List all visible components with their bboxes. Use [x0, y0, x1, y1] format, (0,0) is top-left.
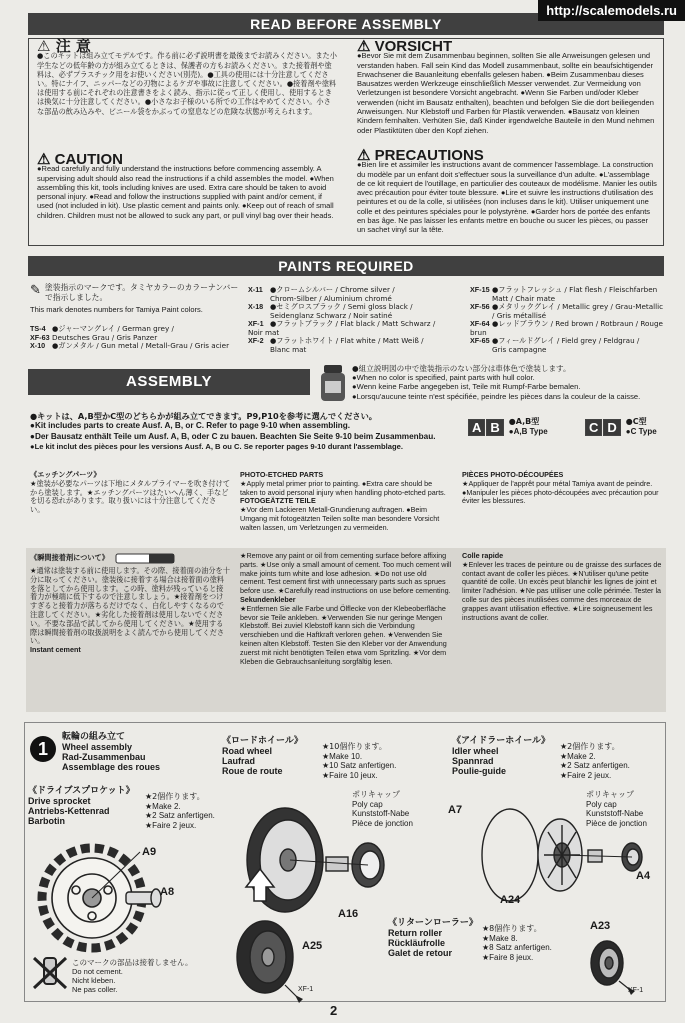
cement-jp-text: ★通常は塗装する前に使用します。その際、接着面の油分を十分に取ってください。塗装後に接着する場合は接着面の塗料を落としてから使用します。この時、塗料が残っていると接着力が極端に低下するので注意しましょう。★接着剤をつけすぎると接着力が落ちるだけでなく、白化しやすくなるので注意してください。★劣化した接着剤は使用しないでください。不要な部品で試してから使用してください。★使用する際は瞬間接着剤の取扱説明をよく読んでから使用してください。 [30, 566, 230, 646]
polycap-en: Poly cap [586, 799, 617, 809]
paint-name: Chrom-Silber / Aluminium chromé [270, 293, 392, 303]
drive-qty-de: ★2 Satz anfertigen. [145, 811, 215, 820]
pe-fr [462, 471, 667, 506]
idler-de: Spannrad [452, 756, 494, 766]
part-a9: A9 [142, 846, 157, 858]
idler-qty-jp: ★2個作ります。 [560, 742, 620, 751]
drive-qty-fr: ★Faire 2 jeux. [145, 820, 197, 830]
kit-type-en: ●Kit includes parts to create Ausf. A, B, or C. Refer to page 9-10 when assembling. [30, 421, 351, 431]
road-label [222, 736, 303, 776]
cement-de-text: ★Entfernen Sie alle Farbe und Ölflecke von der Klebeoberfläche bevor sie Teile ankleben. ★Verwenden Sie nur geringe Mengen Klebstoff. Bei zuviel Klebstoff kann sich die Verbindung verschieben und die Haftkraft verloren gehen. ★Verwenden Sie keinen alten Klebstoff. Testen Sie den Kleber vor der Anwendung zuerst mit nicht benötigten Teilen etwa vom Spritzling. ★Vor dem Kleben die Gebrauchsanleitung sorgfältig lesen. [240, 603, 447, 666]
part-a8: A8 [160, 886, 175, 898]
cement-fr [462, 552, 667, 622]
step1-title-jp: 転輪の組み立て [62, 732, 126, 742]
warning-en [37, 151, 337, 220]
road-de: Laufrad [222, 756, 256, 766]
cement-fr-heading: Colle rapide [462, 551, 504, 560]
no-cement-de: Nicht kleben. [72, 976, 116, 985]
polycap-fr: Pièce de jonction [586, 818, 647, 828]
warning-triangle-icon: ⚠ [37, 37, 51, 55]
cement-jp-heading: 《瞬間接着剤について》 [30, 552, 109, 562]
idler-qty-de: ★2 Satz anfertigen. [560, 761, 630, 770]
warning-de-text: ●Bevor Sie mit dem Zusammenbau beginnen, sollten Sie alle Anweisungen gelesen und verstanden haben. Fall sein Kind das Modell zusammenbaut, sollte ein beaufsichtigender Erwachsener die Bauanleitung ebenfalls gelesen haben. ●Beim Zusammenbau dieses Bausatzes werden Werkzeuge einschließlich Messer verwendet. Zur Vermeidung von Verletzungen ist besondere Vorsicht angebracht. ●Wenn Sie Farben und/oder Kleber verwenden (nicht im Bausatz enthalten), beachten und befolgen Sie die dort beiliegenden Anweisungen. Nur Klebstoff und Farben für Plastik verwenden. ●Bausatz von kleinen Kindern fernhalten. Verhüten Sie, daß Kinder irgendwelche Bauteile in den Mund nehmen oder Plastiktüten über den Kopf ziehen. [357, 51, 655, 135]
paint-name: Matt / Chair mate [492, 293, 556, 303]
cement-jp [30, 552, 230, 655]
warning-jp-text: ●このキットは組み立てモデルです。作る前に必ず説明書を最後までお読みください。また小学生などの低年齢の方が組み立てるときは、保護者の方もお読みください。また接着剤や塗料は、必ずプラスチック用をお使いください(別売)。●工具の使用には十分注意してください。特にナイフ、ニッパーなどの刃物によるケガや事故に注意してください。●接着剤や塗料は使用する前にそれぞれの注意書きをよく読み、指示に従って正しく使用し、使用するときは換気に十分注意してください。●小さなお子様のいる所での工作はやめてください。小さな部品の飲み込みや、ビニール袋をかぶっての窒息などの危険な状態が考えられます。 [37, 51, 337, 116]
road-qty-en: ★Make 10. [322, 751, 363, 761]
cement-bottle-icon [115, 552, 177, 564]
polycap-de: Kunststoff-Nabe [352, 809, 410, 818]
pe-en-heading: PHOTO-ETCHED PARTS [240, 470, 324, 479]
return-qty [482, 924, 552, 962]
paint-intro-en: This mark denotes numbers for Tamiya Paint colors. [30, 305, 203, 314]
road-qty [322, 742, 396, 780]
tag-c: C [585, 419, 602, 436]
hull-note-jp: ●組立説明図の中で塗装指示のない部分は車体色で塗装します。 [352, 364, 571, 373]
return-jp: 《リターンローラー》 [388, 918, 478, 928]
pe-de-heading: FOTOGEÄTZTE TEILE [240, 496, 316, 506]
warning-fr-text: ●Bien lire et assimiler les instructions avant de commencer l'assemblage. La construction du modèle par un enfant doit s'effectuer sous la surveillance d'un adulte. ●L'assemblage de ce kit requiert de l'outillage, en particulier des couteaux de modélisme. Manier les outils avec précaution pour éviter toute blessure. ●Lire et suivre les instructions d'utilisation des peintures et ou de la colle, si utilisées (non incluses dans le kit). Utiliser uniquement une colle et des peintures spéciales pour le polystyrène. ●Garder hors de portée des enfants en bas âge. Ne pas laisser les enfants mettre en bouche ou sucer les pièces, ou passer un sachet vinyl sur la tête. [357, 160, 657, 235]
drive-label [28, 786, 135, 826]
hull-note-en: ●When no color is specified, paint parts with hull color. [352, 373, 535, 383]
road-jp: 《ロードホイール》 [222, 736, 303, 746]
return-qty-fr: ★Faire 8 jeux. [482, 952, 534, 962]
no-cement-jp: このマークの部品は接着しません。 [72, 958, 193, 967]
cement-en-de [240, 552, 452, 666]
drive-en: Drive sprocket [28, 796, 91, 806]
kit-type-fr: ●Le kit inclut des pièces pour les versions Ausf. A, B ou C. Se reporter pages 9-10 durant l'assemblage. [30, 442, 403, 452]
label-ab-en: ●A,B Type [508, 427, 548, 436]
paint-name: ●メタリックグレイ / Metallic grey / Grau-Metallic [492, 302, 664, 311]
warnings-box [28, 38, 664, 246]
polycap-jp: ポリキャップ [586, 790, 634, 799]
drive-de: Antriebs-Kettenrad [28, 806, 110, 816]
paint-name: ●セミグロスブラック / Semi gloss black / [270, 302, 413, 311]
pe-jp-heading: 《エッチングパーツ》 [30, 470, 101, 479]
paint-name: ●ジャーマングレイ / German grey / [52, 324, 174, 333]
pe-en-text: ★Apply metal primer prior to painting. ●Extra care should be taken to avoid personal injury when handling photo-etched parts. [240, 478, 446, 497]
paint-code: XF-56 [470, 302, 490, 311]
type-c-legend [585, 417, 657, 437]
return-fr: Galet de retour [388, 948, 453, 958]
road-fr: Roue de route [222, 766, 283, 776]
step1-title-fr: Assemblage des roues [62, 762, 161, 772]
paint-name: ●レッドブラウン / Red brown / Rotbraun / Rouge brun [470, 319, 663, 337]
paint-code: XF-64 [470, 319, 490, 328]
no-cement-icon [30, 952, 70, 992]
warning-de-heading: ⚠ VORSICHT [357, 38, 453, 55]
warning-triangle-icon: ⚠ [37, 151, 51, 168]
polycap-de: Kunststoff-Nabe [586, 809, 644, 818]
paint-bottle-icon [318, 363, 348, 403]
paint-code: TS-4 [30, 324, 46, 333]
paint-intro [30, 283, 240, 314]
no-cement-en: Do not cement. [72, 967, 123, 976]
tag-d: D [603, 419, 620, 436]
paint-code: X-18 [248, 302, 264, 311]
return-qty-de: ★8 Satz anfertigen. [482, 943, 552, 952]
label-c-jp: ●C型 [625, 417, 647, 426]
paint-name: ●フラットブラック / Flat black / Matt Schwarz / Noir mat [248, 319, 436, 337]
paint-name: ●クロームシルバー / Chrome silver / [270, 285, 395, 294]
pe-en-de [240, 471, 450, 533]
hull-note-fr: ●Lorsqu'aucune teinte n'est spécifiée, peindre les pièces dans la couleur de la caisse. [352, 391, 641, 401]
idler-qty-en: ★Make 2. [560, 751, 596, 761]
paint-brush-icon: ✎ [30, 282, 41, 297]
part-a25: A25 [302, 940, 323, 952]
road-qty-jp: ★10個作ります。 [322, 742, 387, 751]
road-wheel-drawing [230, 795, 400, 925]
polycap-fr: Pièce de jonction [352, 818, 413, 828]
drive-qty [145, 792, 215, 830]
paint-code: XF-15 [470, 285, 490, 294]
warning-en-text: ●Read carefully and fully understand the instructions before commencing assembly. A supervising adult should also read the instructions if a child assembles the model. ●When assembling this kit, tools including knives are used. Extra care should be taken to avoid personal injury. ●Read and follow the instructions supplied with paint and/or cement, if used (not included in kit). Use plastic cement and paints only. ●Keep out of reach of small children. Children must not be allowed to suck any part, or pull vinyl bag over their heads. [37, 164, 334, 220]
read-before-banner: READ BEFORE ASSEMBLY [28, 13, 664, 35]
idler-en: Idler wheel [452, 746, 499, 756]
road-qty-fr: ★Faire 10 jeux. [322, 770, 378, 780]
paint-row [470, 346, 666, 355]
part-a4: A4 [636, 870, 651, 882]
paint-row [470, 320, 666, 337]
paint-name: Deutsches Grau / Gris Panzer [52, 332, 158, 342]
step1-title-de: Rad-Zusammenbau [62, 752, 146, 762]
paint-row [30, 342, 240, 351]
pe-fr-text: ★Appliquer de l'apprêt pour métal Tamiya avant de peindre. ●Manipuler les pièces photo-découpées avec précaution pour éviter les blessures. [462, 478, 659, 506]
paint-name: ●フィールドグレイ / Field grey / Feldgrau / [492, 336, 640, 345]
step1-title [62, 732, 160, 772]
type-ab-legend [468, 417, 548, 437]
part-a23: A23 [590, 920, 611, 932]
arrow-up-icon [240, 865, 280, 905]
assembly-banner: ASSEMBLY [28, 369, 310, 395]
no-cement-fr: Ne pas coller. [72, 985, 118, 994]
part-a24: A24 [500, 894, 521, 906]
idler-label [452, 736, 550, 776]
drive-qty-en: ★Make 2. [145, 801, 181, 811]
warning-jp [37, 37, 337, 116]
polycap-en: Poly cap [352, 799, 383, 809]
paint-name: Blanc mat [270, 344, 307, 354]
kit-type-jp: ●キットは、A,B型かC型のどちらかが組み立てできます。P9,P10を参考に選んでください。 [30, 411, 377, 421]
paint-code: XF-65 [470, 336, 490, 345]
step1-title-en: Wheel assembly [62, 742, 133, 752]
cement-de-heading: Sekundenkleber [240, 594, 296, 604]
paint-xf1-a: XF-1 [298, 986, 314, 993]
paint-list-3 [470, 286, 666, 354]
warning-en-heading: ⚠ CAUTION [37, 151, 123, 168]
warning-fr-heading: ⚠ PRECAUTIONS [357, 147, 484, 164]
hull-color-notes [352, 364, 667, 401]
warning-jp-heading: ⚠ 注 意 [37, 37, 91, 55]
drive-fr: Barbotin [28, 816, 65, 826]
tag-b: B [486, 419, 503, 436]
paint-code: XF-2 [248, 336, 264, 345]
paint-code: X-11 [248, 285, 263, 294]
road-qty-de: ★10 Satz anfertigen. [322, 761, 397, 770]
return-label [388, 918, 478, 958]
cement-fr-text: ★Enlever les traces de peinture ou de graisse des surfaces de contact avant de coller les pièces. ★N'utiliser qu'une petite quantité de colle. Un excès peut blanchir les lignes de joint et limiter l'adhésion. ★Ne pas utiliser une colle périmée. Tester la colle sur des pièces inutilisées comme des morceaux de grappes avant utilisation effective. ★Lire soigneusement les instructions avant de coller. [462, 559, 662, 622]
pe-jp-text: ★塗装が必要なパーツは下地にメタルプライマーを吹き付けてから塗装します。★エッチングパーツはたいへん薄く、手などを切る恐れがあります。取り扱いには十分注意してください。 [30, 478, 231, 515]
label-ab-jp: ●A,B型 [508, 417, 540, 426]
paint-name: Seidenglanz Schwarz / Noir satiné [270, 310, 393, 320]
paint-list-1 [30, 325, 240, 351]
paint-code: XF-1 [248, 319, 264, 328]
paint-row [248, 346, 448, 355]
paint-list-2 [248, 286, 448, 354]
return-en: Return roller [388, 928, 443, 938]
drive-qty-jp: ★2個作ります。 [145, 792, 205, 801]
part-a7: A7 [448, 804, 463, 816]
idler-fr: Poulie-guide [452, 766, 506, 776]
warning-de [357, 38, 657, 135]
page-number: 2 [330, 1003, 338, 1018]
paint-name: / Gris métallisé [492, 310, 547, 320]
idler-qty [560, 742, 630, 780]
paint-intro-jp: 塗装指示のマークです。タミヤカラーのカラーナンバーで指示しました。 [44, 283, 239, 302]
return-qty-jp: ★8個作ります。 [482, 924, 542, 933]
warning-fr [357, 147, 657, 235]
hull-note-de: ●Wenn keine Farbe angegeben ist, Teile mit Rumpf-Farbe bemalen. [352, 382, 581, 392]
warning-triangle-icon: ⚠ [357, 38, 371, 55]
paint-xf1-b: XF-1 [628, 987, 644, 994]
paint-row [248, 320, 448, 337]
paint-name: ●ガンメタル / Gun metal / Metall-Grau / Gris acier [52, 341, 230, 350]
pe-jp [30, 471, 230, 515]
kit-type-de: ●Der Bausatz enthält Teile um Ausf. A, B, oder C zu bauen. Beachten Sie Seite 9-10 beim Zusammenbau. [30, 431, 436, 441]
warning-triangle-icon: ⚠ [357, 147, 371, 164]
polycap-jp: ポリキャップ [352, 790, 400, 799]
paint-code: X-10 [30, 341, 46, 350]
idler-wheel-drawing [470, 800, 660, 910]
road-en: Road wheel [222, 746, 273, 756]
tag-a: A [468, 419, 485, 436]
idler-qty-fr: ★Faire 2 jeux. [560, 770, 612, 780]
drive-jp: 《ドライブスプロケット》 [28, 786, 135, 796]
paint-code: XF-63 [30, 332, 50, 342]
return-qty-en: ★Make 8. [482, 933, 518, 943]
pe-de-text: ★Vor dem Lackieren Metall-Grundierung auftragen. ●Beim Umgang mit fotogeätzten Teilen sollte man besondere Vorsicht walten lassen, um Verletzungen zu vermeiden. [240, 505, 440, 532]
cement-en-heading: Instant cement [30, 645, 81, 655]
no-cement-note [72, 958, 192, 994]
step-number: 1 [30, 736, 56, 762]
paint-name: Gris campagne [492, 344, 547, 354]
cement-en-text: ★Remove any paint or oil from cementing surface before affixing parts. ★Use only a small amount of cement. Too much cement will make joints turn white and lose adhesion. ★Do not use old cement. Test cement first with unnecessary parts such as sprues before use. ★Carefully read instructions on use before cementing. [240, 551, 452, 596]
paint-name: ●フラットホワイト / Flat white / Matt Weiß / [270, 336, 424, 345]
return-de: Rückläufrolle [388, 938, 446, 948]
paints-banner: PAINTS REQUIRED [28, 256, 664, 276]
watermark[interactable]: http://scalemodels.ru [538, 0, 685, 21]
part-a16: A16 [338, 908, 359, 920]
idler-jp: 《アイドラーホイール》 [452, 736, 551, 746]
paint-name: ●フラットフレッシュ / Flat flesh / Fleischfarben [492, 285, 658, 294]
pe-fr-heading: PIÈCES PHOTO-DÉCOUPÉES [462, 470, 564, 479]
kit-type-lines [30, 411, 460, 453]
label-c-en: ●C Type [625, 427, 657, 436]
